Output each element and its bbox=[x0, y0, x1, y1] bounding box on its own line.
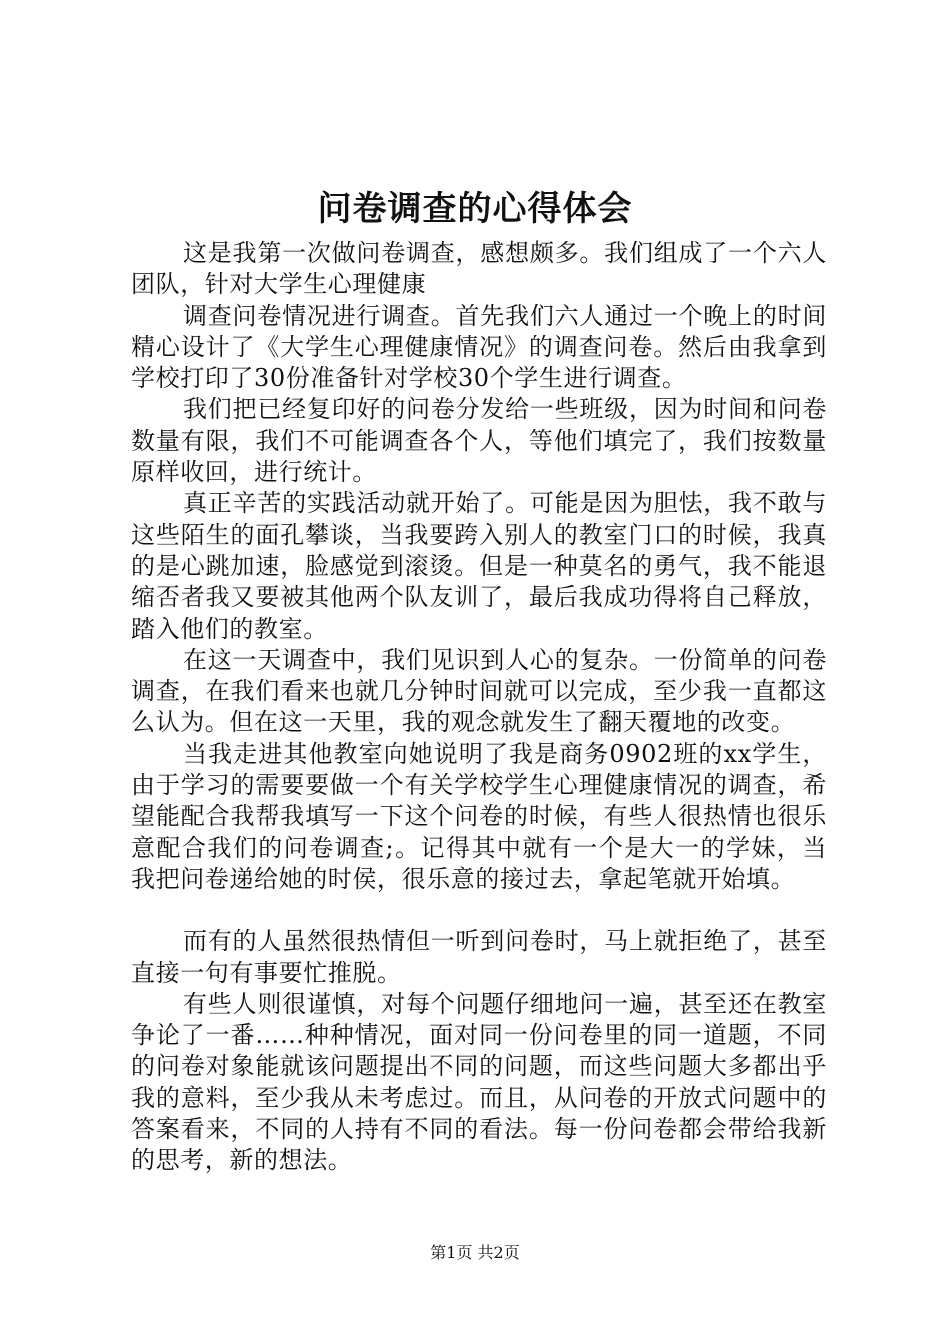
paragraph-1: 这是我第一次做问卷调查，感想颇多。我们组成了一个六人团队，针对大学生心理健康 bbox=[131, 239, 827, 299]
paragraph-2: 调查问卷情况进行调查。首先我们六人通过一个晚上的时间精心设计了《大学生心理健康情况》的调查问卷。然后由我拿到学校打印了30份准备针对学校30个学生进行调查。 bbox=[131, 301, 827, 393]
paragraph-6: 当我走进其他教室向她说明了我是商务0902班的xx学生，由于学习的需要要做一个有关学校学生心理健康情况的调查，希望能配合我帮我填写一下这个问卷的时候，有些人很热情也很乐意配合我们的问卷调查;。记得其中就有一个是大一的学妹，当我把问卷递给她的时侯，很乐意的接过去，拿起笔就开始填。 bbox=[131, 739, 827, 893]
paragraph-3: 我们把已经复印好的问卷分发给一些班级，因为时间和问卷数量有限，我们不可能调查各个人，等他们填完了，我们按数量原样收回，进行统计。 bbox=[131, 395, 827, 487]
paragraph-4: 真正辛苦的实践活动就开始了。可能是因为胆怯，我不敢与这些陌生的面孔攀谈，当我要跨入别人的教室门口的时候，我真的是心跳加速，脸感觉到滚烫。但是一种莫名的勇气，我不能退缩否者我又要被其他两个队友训了，最后我成功得将自己释放，踏入他们的教室。 bbox=[131, 489, 827, 643]
paragraph-8: 有些人则很谨慎，对每个问题仔细地问一遍，甚至还在教室争论了一番……种种情况，面对同一份问卷里的同一道题，不同的问卷对象能就该问题提出不同的问题，而这些问题大多都出乎我的意料，至少我从未考虑过。而且，从问卷的开放式问题中的答案看来，不同的人持有不同的看法。每一份问卷都会带给我新的思考，新的想法。 bbox=[131, 989, 827, 1175]
document-body bbox=[131, 238, 827, 1177]
page-footer: 第1页 共2页 bbox=[430, 1243, 520, 1262]
paragraph-7: 而有的人虽然很热情但一听到问卷时，马上就拒绝了，甚至直接一句有事要忙推脱。 bbox=[131, 927, 827, 987]
paragraph-5: 在这一天调查中，我们见识到人心的复杂。一份简单的问卷调查，在我们看来也就几分钟时间就可以完成，至少我一直都这么认为。但在这一天里，我的观念就发生了翻天覆地的改变。 bbox=[131, 645, 827, 737]
document-title: 问卷调查的心得体会 bbox=[317, 189, 633, 229]
